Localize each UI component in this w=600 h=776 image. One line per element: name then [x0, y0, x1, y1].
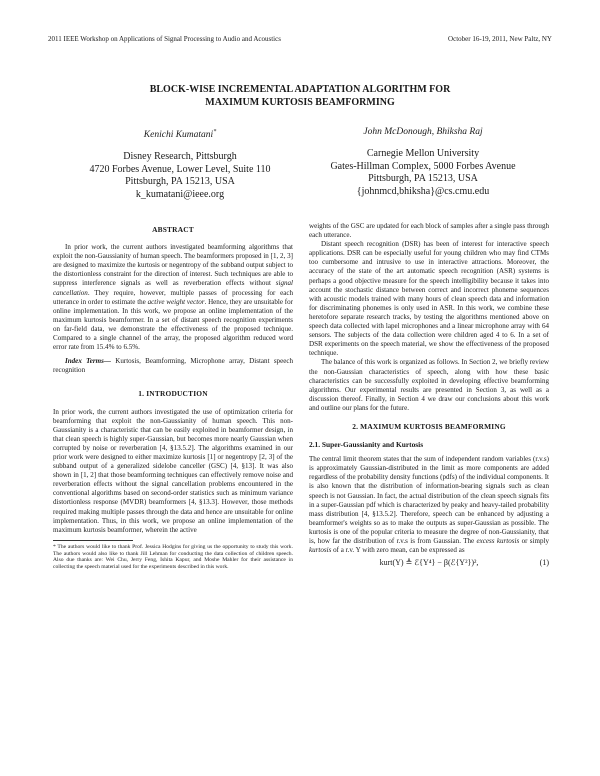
- index-terms: Index Terms— Kurtosis, Beamforming, Microphone array, Distant speech recognition: [53, 357, 293, 375]
- dsr-paragraph: Distant speech recognition (DSR) has been of interest for interactive speech applications. DSR can be especially useful for young children who may find CTMs too cumbersome and intrusive to use in interactive attractions. Moreover, the accuracy of the state of the art automatic speech recognition (ASR) systems is perhaps a good objective measure for the speech intelligibility because it takes into account the stochastic distance between correct and incorrect phoneme sequences with acoustic models trained with many hours of clean speech data and information for discriminating phonemes is only used in ASR. In this work, we combine these heretofore separate research tracks, by testing the algorithms mentioned above on speech data collected with lapel microphones and a linear microphone array with 64 sensors. The subjects of the data collection were children aged 4 to 6. In a set of DSR experiments on the speech material, we show the effectiveness of the proposed technique.: [309, 240, 549, 358]
- affiliation-line: Pittsburgh, PA 15213, USA: [368, 173, 478, 184]
- author-email: k_kumatani@ieee.org: [135, 188, 225, 200]
- header-date: October 16-19, 2011, New Paltz, NY: [448, 35, 552, 43]
- author-name-right: John McDonough, Bhiksha Raj: [363, 127, 483, 137]
- equation-number: (1): [539, 558, 549, 568]
- organization-paragraph: The balance of this work is organized as follows. In Section 2, we briefly review the non-Gaussian characteristics of speech, along with how these basic characteristics can be successfully exploited in developing effective beamforming algorithms. Our experimental results are presented in Section 3, as well as a discussion thereof. Finally, in Section 4 we draw our conclusions about this work and outline our plans for the future.: [309, 358, 549, 412]
- paper-title: [60, 84, 540, 109]
- right-column: [309, 222, 549, 570]
- equation-body: kurt(Y) ≜ ℰ{Y⁴} − β(ℰ{Y²})²,: [379, 558, 479, 568]
- affiliation-line: Carnegie Mellon University: [366, 148, 480, 159]
- title-line-2: MAXIMUM KURTOSIS BEAMFORMING: [205, 96, 395, 108]
- affiliation-line: Pittsburgh, PA 15213, USA: [125, 176, 235, 188]
- section-2-heading: 2. MAXIMUM KURTOSIS BEAMFORMING: [352, 421, 506, 431]
- author-name-left: Kenichi Kumatani*: [143, 129, 217, 141]
- author-email: {johnmcd,bhiksha}@cs.cmu.edu: [356, 185, 490, 197]
- affiliation-line: 4720 Forbes Avenue, Lower Level, Suite 110: [89, 163, 271, 175]
- author-block-left: [60, 126, 300, 201]
- subsection-2-1-heading: 2.1. Super-Gaussianity and Kurtosis: [309, 440, 424, 450]
- left-column: [53, 225, 293, 571]
- affiliation-line: Disney Research, Pittsburgh: [123, 151, 237, 163]
- header-venue: 2011 IEEE Workshop on Applications of Signal Processing to Audio and Acoustics: [48, 35, 281, 43]
- equation-1: [309, 558, 549, 570]
- footnote-divider: [53, 540, 133, 541]
- affiliation-line: Gates-Hillman Complex, 5000 Forbes Avenue: [330, 160, 516, 172]
- abstract-text: In prior work, the current authors investigated beamforming algorithms that exploit the non-Gaussianity of human speech. The beamformers proposed in [1, 2, 3] are designed to maximize the kurtosis or negentropy of the subband output subject to the distortionless constraint for the direction of interest. Such techniques are able to suppress interference signals as well as reverberation effects without signal cancellation. They require, however, multiple passes of processing for each utterance in order to estimate the active weight vector. Hence, they are unsuitable for online implementation. In this work, we propose an online implementation of the maximum kurtosis beamformer. In a set of distant speech recognition experiments on far-field data, we demonstrate the effectiveness of the proposed technique. Compared to a single channel of the array, the proposed algorithm reduced word error rate from 15.4% to 6.5%.: [53, 243, 294, 352]
- title-line-1: BLOCK-WISE INCREMENTAL ADAPTATION ALGORITHM FOR: [149, 84, 451, 95]
- abstract-heading: ABSTRACT: [152, 225, 194, 234]
- intro-continued: weights of the GSC are updated for each block of samples after a single pass through each utterance.: [309, 222, 549, 240]
- kurtosis-paragraph: The central limit theorem states that the sum of independent random variables (r.v.s) is approximately Gaussian-distributed in the limit as more components are added regardless of the probability density functions (pdfs) of the individual components. It is also known that the distribution of information-bearing signals such as clean speech is not Gaussian. In fact, the actual distribution of the clean speech signals fits in a super-Gaussian pdf which is characterized by peaky and heavy-tailed probability mass distribution [4, §13.5.2]. Therefore, speech can be enhanced by adjusting a beamformer's weights so as to make the outputs as super-Gaussian as possible. The kurtosis is one of the popular criteria to measure the degree of non-Gaussianity, that is, how far the distribution of r.v.s is from Gaussian. The excess kurtosis or simply kurtosis of a r.v. Y with zero mean, can be expressed as: [309, 455, 549, 555]
- introduction-text: In prior work, the current authors investigated the use of optimization criteria for beamforming that exploit the non-Gaussianity of human speech. This non-Gaussianity is a characteristic that can be easily exploited in beamformer design, in that clean speech is highly super-Gaussian, but becomes more nearly Gaussian when corrupted by noise or reverberation [4, §13.5.2]. The algorithms examined in our prior work were designed to either maximize kurtosis [1] or negentropy [2, 3] of the subband output of a generalized sidelobe canceller (GSC) [4, §13]. It was also shown in [1, 2] that those beamforming techniques can effectively remove noise and reverberation effects without the signal cancellation problems encountered in the conventional algorithms based on second-order statistics such as minimum variance distortionless response (MVDR) beamformers [4, §13.3]. However, those methods required making multiple passes through the data and hence are unsuitable for online implementation. Thus, in this work, we propose an online implementation of the maximum kurtosis beamformer, wherein the active: [53, 407, 293, 534]
- acknowledgement-footnote: * The authors would like to thank Prof. Jessica Hodgins for giving us the opportunity to study this work. The authors would also like to thank Jill Lehman for conducting the data collection of children speech. Also due thanks are: Wei Chu, Jerry Feng, Ishita Kapur, and Moshe Mahler for their assistance in collecting the speech material used for the experiments described in this work.: [53, 543, 293, 571]
- introduction-heading: 1. INTRODUCTION: [138, 389, 208, 399]
- running-header: [48, 35, 552, 47]
- author-block-right: [303, 126, 543, 198]
